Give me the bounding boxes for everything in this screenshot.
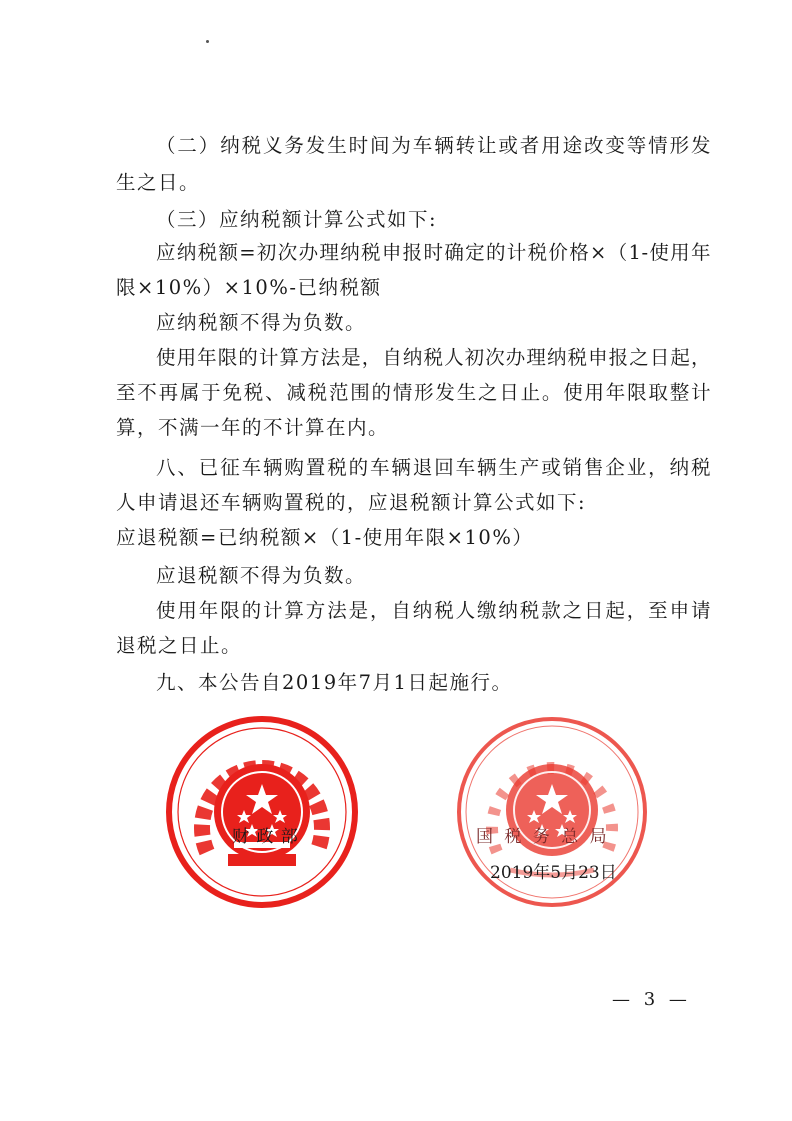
ministry-signature: 财 政 部 [232,827,299,847]
paragraph-line: 人申请退还车辆购置税的，应退税额计算公式如下: [116,491,587,514]
paragraph-line: 退税之日止。 [116,634,243,657]
page-number: — 3 — [612,989,691,1010]
paragraph-line: 八、已征车辆购置税的车辆退回车辆生产或销售企业，纳税 [156,456,711,479]
paragraph-line: 应纳税额不得为负数。 [156,311,367,334]
paragraph-line: 至不再属于免税、减税范围的情形发生之日止。使用年限取整计 [116,381,711,404]
paragraph-line: 生之日。 [116,171,201,194]
paragraph-line: 使用年限的计算方法是，自纳税人初次办理纳税申报之日起， [156,346,711,369]
scan-speck [206,40,209,43]
paragraph-line: （三）应纳税额计算公式如下: [156,208,438,231]
paragraph-line: 应纳税额=初次办理纳税申报时确定的计税价格×（1-使用年 [156,241,711,264]
issue-date: 2019年5月23日 [490,863,617,883]
paragraph-line: 算，不满一年的不计算在内。 [116,416,390,439]
paragraph-line: 使用年限的计算方法是，自纳税人缴纳税款之日起，至申请 [156,599,711,622]
ministry-of-finance-seal [162,712,362,912]
paragraph-line: （二）纳税义务发生时间为车辆转让或者用途改变等情形发 [156,134,711,157]
paragraph-line: 限×10%）×10%-已纳税额 [116,276,382,299]
bureau-signature: 国 税 务 总 局 [476,827,610,847]
paragraph-line: 应退税额=已纳税额×（1-使用年限×10%） [116,526,534,549]
paragraph-line: 应退税额不得为负数。 [156,564,367,587]
paragraph-line: 九、本公告自2019年7月1日起施行。 [156,671,513,694]
